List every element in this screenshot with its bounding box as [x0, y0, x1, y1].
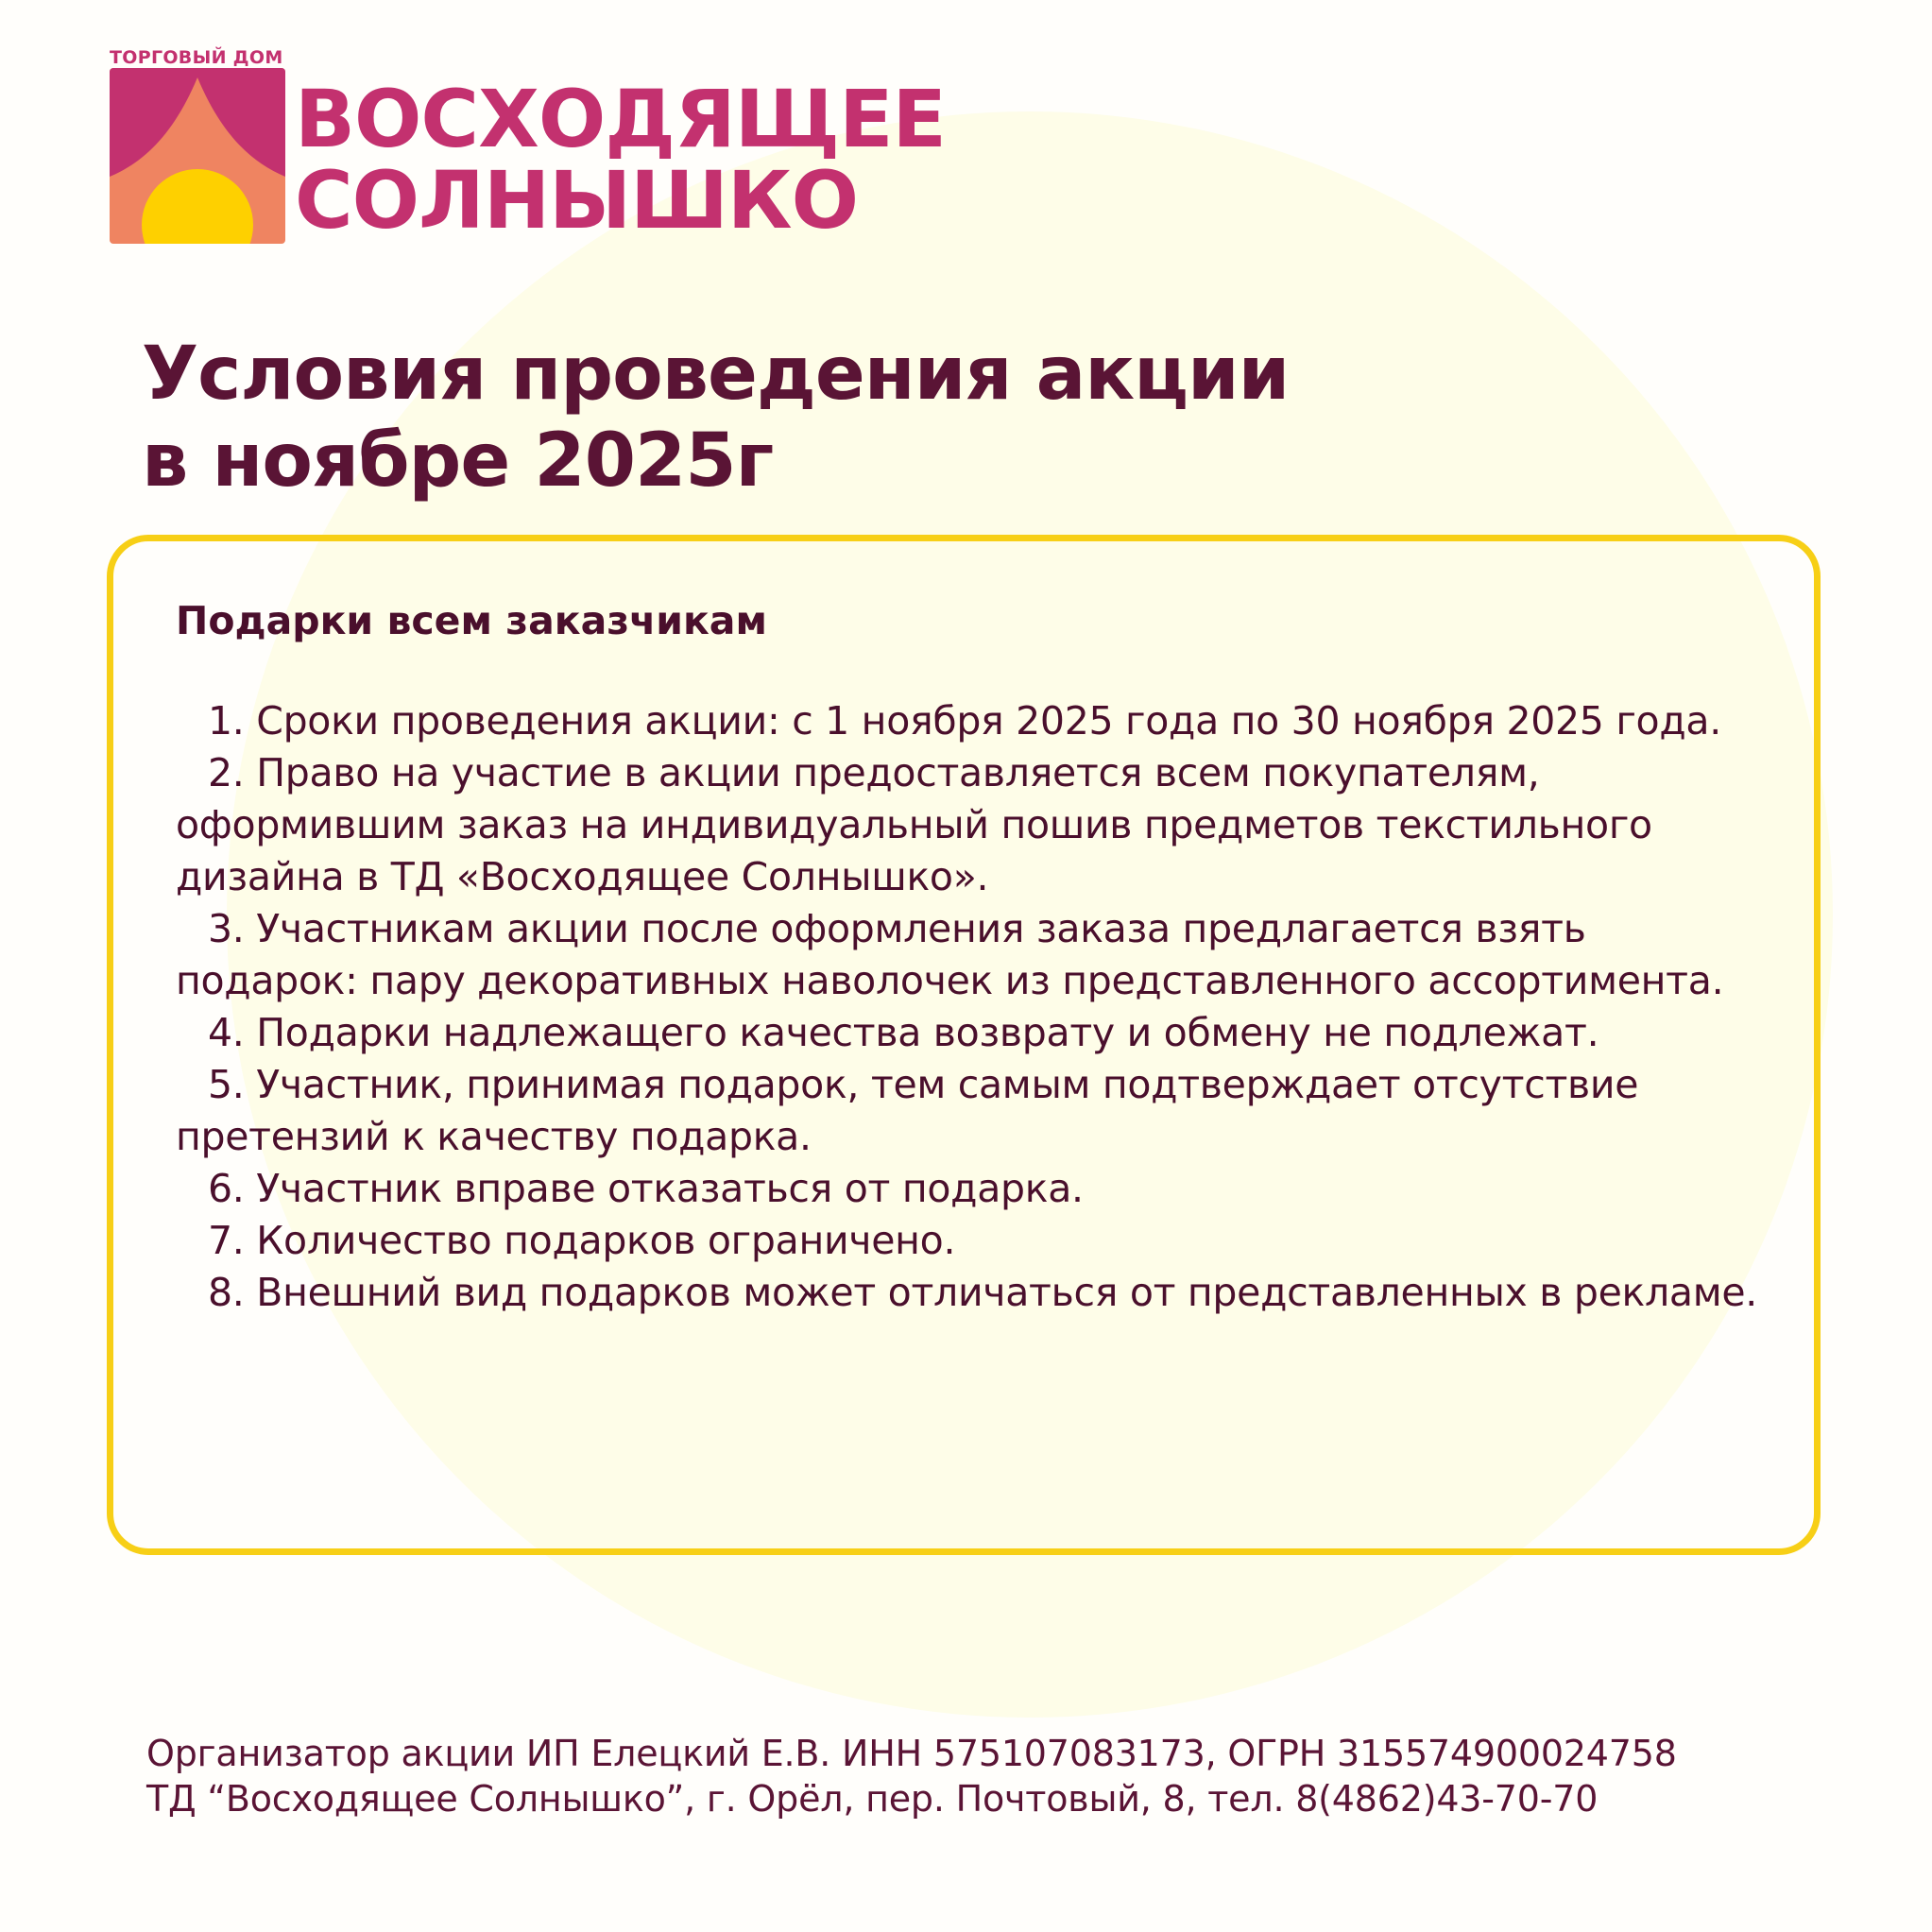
logo-emblem-icon [110, 68, 285, 244]
organizer-line-2: ТД “Восходящее Солнышко”, г. Орёл, пер. Почтовый, 8, тел. 8(4862)43-70-70 [146, 1778, 1599, 1820]
term-item: 7. Количество подарков ограничено. [208, 1218, 956, 1263]
term-item: 6. Участник вправе отказаться от подарка. [208, 1166, 1084, 1211]
page-title [142, 331, 1289, 504]
terms-card [107, 535, 1821, 1555]
logo-top-label: ТОРГОВЫЙ ДОМ [110, 47, 283, 68]
card-heading: Подарки всем заказчикам [176, 598, 767, 643]
title-line-1: Условия проведения акции [142, 332, 1290, 417]
term-item: 3. Участникам акции после оформления заказа предлагается взять подарок: пару декоративных наволочек из представленного ассортимента. [176, 906, 1724, 1003]
term-item: 4. Подарки надлежащего качества возврату и обмену не подлежат. [208, 1010, 1599, 1055]
brand-logo [110, 47, 946, 247]
term-item: 2. Право на участие в акции предоставляется всем покупателям, оформившим заказ на индивидуальный пошив предметов текстильного дизайна в ТД «Восходящее Солнышко». [176, 750, 1652, 899]
logo-word-2: СОЛНЫШКО [295, 154, 858, 247]
organizer-info [146, 1731, 1677, 1821]
organizer-line-1: Организатор акции ИП Елецкий Е.В. ИНН 575107083173, ОГРН 315574900024758 [146, 1733, 1677, 1774]
terms-list [176, 695, 1772, 1319]
term-item: 5. Участник, принимая подарок, тем самым подтверждает отсутствие претензий к качеству подарка. [176, 1062, 1639, 1159]
title-line-2: в ноябре 2025г [142, 419, 774, 504]
term-item: 8. Внешний вид подарков может отличаться от представленных в рекламе. [208, 1270, 1757, 1315]
logo-word-1: ВОСХОДЯЩЕЕ [295, 73, 946, 165]
term-item: 1. Сроки проведения акции: с 1 ноября 2025 года по 30 ноября 2025 года. [208, 698, 1721, 744]
